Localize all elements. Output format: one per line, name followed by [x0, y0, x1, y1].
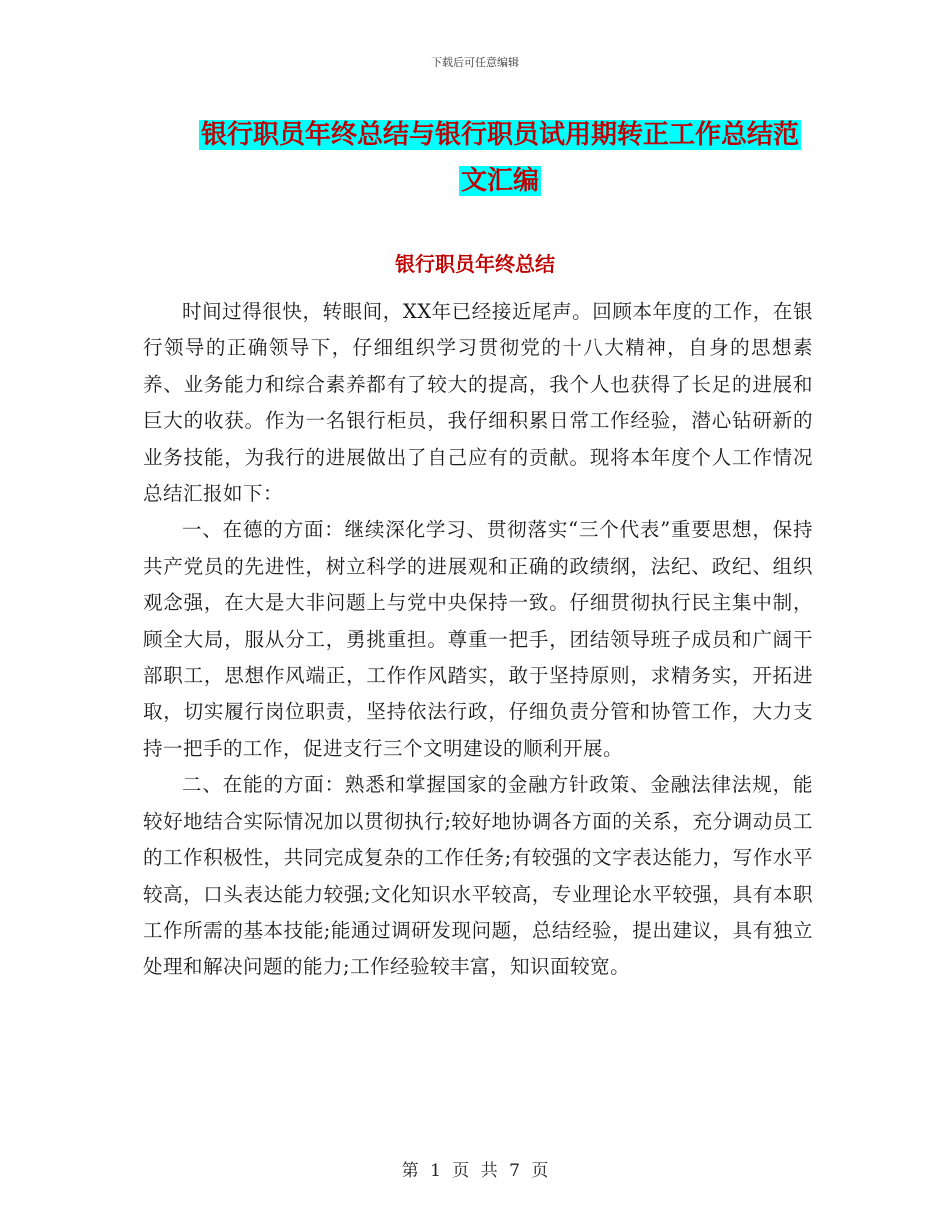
title-line-2: 文汇编 — [460, 166, 539, 196]
page-footer: 第 1 页 共 7 页 — [401, 1161, 549, 1181]
header-note: 下载后可任意编辑 — [431, 56, 519, 69]
title-line-1: 银行职员年终总结与银行职员试用期转正工作总结范 — [200, 120, 799, 150]
paragraph-intro: 时间过得很快，转眼间，XX年已经接近尾声。回顾本年度的工作，在银行领导的正确领导下，仔细组织学习贯彻党的十八大精神，自身的思想素养、业务能力和综合素养都有了较大的提高，我个人也获得了长足的进展和巨大的收获。作为一名银行柜员，我仔细积累日常工作经验，潜心钻研新的业务技能，为我行的进展做出了自己应有的贡献。现将本年度个人工作情况总结汇报如下： — [143, 300, 813, 506]
body-text — [143, 294, 813, 986]
section-title: 银行职员年终总结 — [395, 252, 555, 276]
document-title — [150, 112, 850, 204]
paragraph-ability: 二、在能的方面：熟悉和掌握国家的金融方针政策、金融法律法规，能较好地结合实际情况加以贯彻执行;较好地协调各方面的关系，充分调动员工的工作积极性，共同完成复杂的工作任务;有较强的文字表达能力，写作水平较高，口头表达能力较强;文化知识水平较高，专业理论水平较强，具有本职工作所需的基本技能;能通过调研发现问题，总结经验，提出建议，具有独立处理和解决问题的能力;工作经验较丰富，知识面较宽。 — [143, 773, 813, 979]
paragraph-morality: 一、在德的方面：继续深化学习、贯彻落实“三个代表”重要思想，保持共产党员的先进性，树立科学的进展观和正确的政绩纲，法纪、政纪、组织观念强，在大是大非问题上与党中央保持一致。仔细贯彻执行民主集中制，顾全大局，服从分工，勇挑重担。尊重一把手，团结领导班子成员和广阔干部职工，思想作风端正，工作作风踏实，敢于坚持原则，求精务实，开拓进取，切实履行岗位职责，坚持依法行政，仔细负责分管和协管工作，大力支持一把手的工作，促进支行三个文明建设的顺利开展。 — [143, 518, 813, 760]
